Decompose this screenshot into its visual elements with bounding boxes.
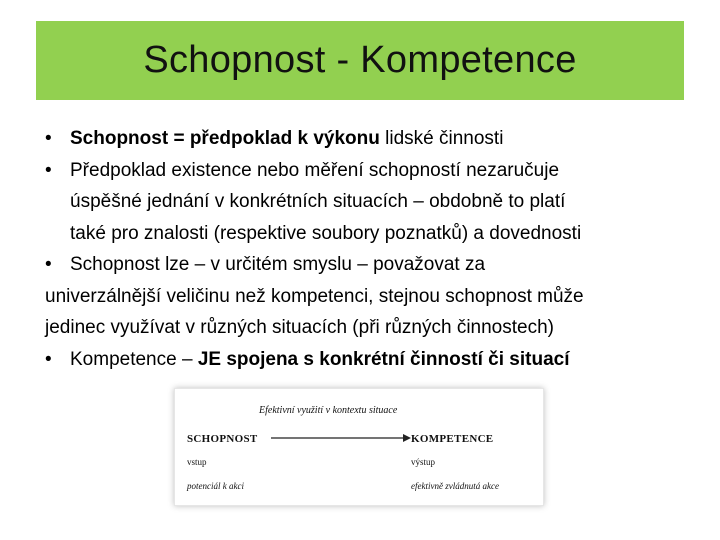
bullet-4-bold: JE spojena s konkrétní činností či situací (197, 348, 570, 370)
page-title: Schopnost - Kompetence (143, 39, 577, 81)
bullet-3-line-3: jedinec využívat v různých situacích (při různých činnostech) (45, 317, 554, 338)
diagram-right-item-2: efektivně zvládnutá akce (411, 481, 499, 491)
bullet-2-line-1: Předpoklad existence nebo měření schopností nezaručuje (70, 159, 560, 181)
diagram-left-item-2: potenciál k akci (187, 481, 244, 491)
diagram-right-item-1: výstup (411, 457, 436, 467)
bullet-3-line-1: Schopnost lze – v určitém smyslu – považovat za (70, 254, 486, 275)
bullet-3 (45, 249, 685, 344)
bullet-1-rest: lidské činnosti (379, 128, 504, 149)
bullet-2-line-2: úspěšné jednání v konkrétních situacích – obdobně to platí (70, 191, 566, 212)
bullet-1 (45, 123, 685, 155)
bullet-1-bold: Schopnost = předpoklad k výkonu (70, 128, 380, 149)
schopnost-kompetence-diagram (174, 388, 544, 506)
title-banner (36, 21, 684, 100)
bullet-list (45, 123, 685, 375)
bullet-3-first-line (45, 249, 685, 281)
arrow-right-icon (271, 431, 411, 445)
diagram-top-label: Efektivní využití v kontextu situace (259, 405, 398, 416)
bullet-2 (45, 155, 685, 250)
bullet-4-normal: Kompetence – (70, 348, 198, 370)
bullet-4 (45, 344, 685, 376)
diagram-right-heading: KOMPETENCE (411, 433, 494, 445)
bullet-3-line-2: univerzálnější veličinu než kompetenci, stejnou schopnost může (45, 285, 584, 307)
diagram-left-heading: SCHOPNOST (187, 433, 258, 445)
bullet-2-line-3: také pro znalosti (respektive soubory poznatků) a dovednosti (70, 222, 582, 244)
diagram-left-item-1: vstup (187, 457, 207, 467)
